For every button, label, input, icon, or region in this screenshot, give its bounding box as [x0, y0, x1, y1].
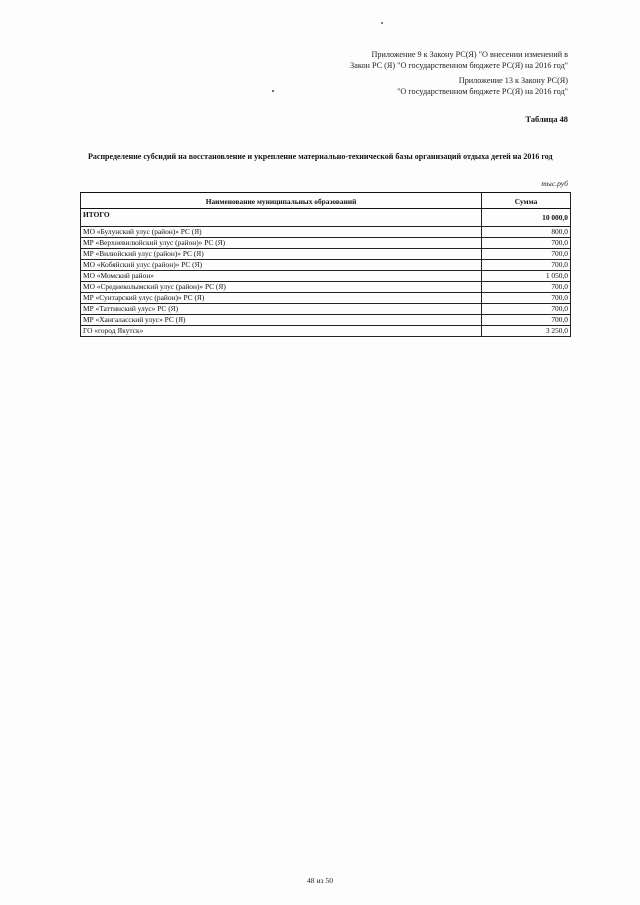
municipality-name: МР «Сунтарский улус (район)» РС (Я)	[81, 293, 482, 304]
appendix-13-line-1: Приложение 13 к Закону РС(Я)	[458, 76, 568, 85]
column-header-sum: Сумма	[482, 193, 571, 209]
subsidy-table	[80, 192, 571, 337]
unit-label: тыс.руб	[541, 179, 568, 188]
table-row	[81, 326, 571, 337]
municipality-name: МО «Кобяйский улус (район)» РС (Я)	[81, 260, 482, 271]
table-row	[81, 315, 571, 326]
subsidy-sum: 700,0	[482, 282, 571, 293]
table-row	[81, 282, 571, 293]
municipality-name: МР «Верхневилюйский улус (район)» РС (Я)	[81, 238, 482, 249]
municipality-name: МР «Вилюйский улус (район)» РС (Я)	[81, 249, 482, 260]
municipality-name: ГО «город Якутск»	[81, 326, 482, 337]
table-row	[81, 293, 571, 304]
subsidy-sum: 700,0	[482, 260, 571, 271]
appendix-13-reference	[397, 75, 568, 97]
subsidy-sum: 700,0	[482, 315, 571, 326]
column-header-name: Наименование муниципальных образований	[81, 193, 482, 209]
table-row	[81, 227, 571, 238]
municipality-name: МО «Момский район»	[81, 271, 482, 282]
scan-speck	[381, 22, 383, 24]
total-label: ИТОГО	[81, 209, 482, 227]
page-number: 48 из 50	[306, 876, 334, 885]
appendix-13-line-2: "О государственном бюджете РС(Я) на 2016 год"	[397, 87, 568, 96]
appendix-9-line-2: Закон РС (Я) "О государственном бюджете РС(Я) на 2016 год"	[350, 61, 568, 70]
table-number: Таблица 48	[525, 115, 568, 124]
total-sum: 10 000,0	[482, 209, 571, 227]
table-row	[81, 238, 571, 249]
document-title: Распределение субсидий на восстановление и укрепление материально-технической базы организаций отдыха детей на 2016 год	[88, 152, 553, 161]
subsidy-sum: 1 050,0	[482, 271, 571, 282]
table-row	[81, 304, 571, 315]
subsidy-sum: 700,0	[482, 249, 571, 260]
municipality-name: МО «Булунский улус (район)» РС (Я)	[81, 227, 482, 238]
subsidy-sum: 700,0	[482, 238, 571, 249]
table-row	[81, 271, 571, 282]
municipality-name: МО «Среднеколымский улус (район)» РС (Я)	[81, 282, 482, 293]
subsidy-sum: 3 250,0	[482, 326, 571, 337]
subsidy-sum: 700,0	[482, 293, 571, 304]
appendix-9-reference	[350, 49, 568, 71]
total-row	[81, 209, 571, 227]
scan-speck	[272, 90, 274, 92]
table-header-row	[81, 193, 571, 209]
subsidy-sum: 700,0	[482, 304, 571, 315]
municipality-name: МР «Хангаласский улус» РС (Я)	[81, 315, 482, 326]
table-row	[81, 249, 571, 260]
subsidy-sum: 800,0	[482, 227, 571, 238]
table-row	[81, 260, 571, 271]
municipality-name: МР «Таттинский улус» РС (Я)	[81, 304, 482, 315]
appendix-9-line-1: Приложение 9 к Закону РС(Я) "О внесении изменений в	[371, 50, 568, 59]
